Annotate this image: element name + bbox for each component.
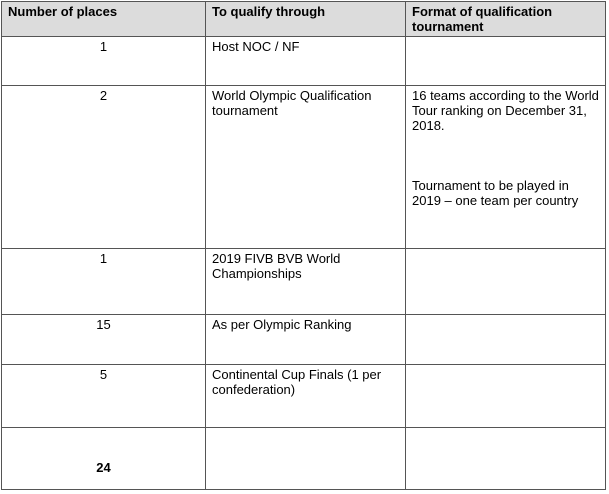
places-cell: 1 <box>2 249 206 315</box>
table-row <box>2 37 606 86</box>
qualification-table <box>1 1 606 490</box>
format-cell <box>406 365 606 428</box>
route-cell: As per Olympic Ranking <box>206 315 406 365</box>
header-format: Format of qualification tournament <box>406 2 606 37</box>
route-cell: Continental Cup Finals (1 per confederation) <box>206 365 406 428</box>
places-cell: 15 <box>2 315 206 365</box>
places-cell: 1 <box>2 37 206 86</box>
route-cell: World Olympic Qualification tournament <box>206 86 406 249</box>
table-row <box>2 86 606 249</box>
header-number-of-places: Number of places <box>2 2 206 37</box>
places-cell: 5 <box>2 365 206 428</box>
format-cell <box>406 315 606 365</box>
total-places-cell: 24 <box>2 428 206 490</box>
route-cell <box>206 428 406 490</box>
format-tournament-text: Tournament to be played in 2019 – one team per country <box>412 178 579 208</box>
format-cell <box>406 37 606 86</box>
format-cell <box>406 428 606 490</box>
places-cell: 2 <box>2 86 206 249</box>
table-row <box>2 315 606 365</box>
header-qualify-through: To qualify through <box>206 2 406 37</box>
format-cell <box>406 249 606 315</box>
route-cell: Host NOC / NF <box>206 37 406 86</box>
route-cell: 2019 FIVB BVB World Championships <box>206 249 406 315</box>
total-row <box>2 428 606 490</box>
header-row <box>2 2 606 37</box>
format-ranking-text: 16 teams according to the World Tour ranking on December 31, 2018. <box>412 88 599 133</box>
format-cell <box>406 86 606 249</box>
table-row <box>2 249 606 315</box>
table-row <box>2 365 606 428</box>
